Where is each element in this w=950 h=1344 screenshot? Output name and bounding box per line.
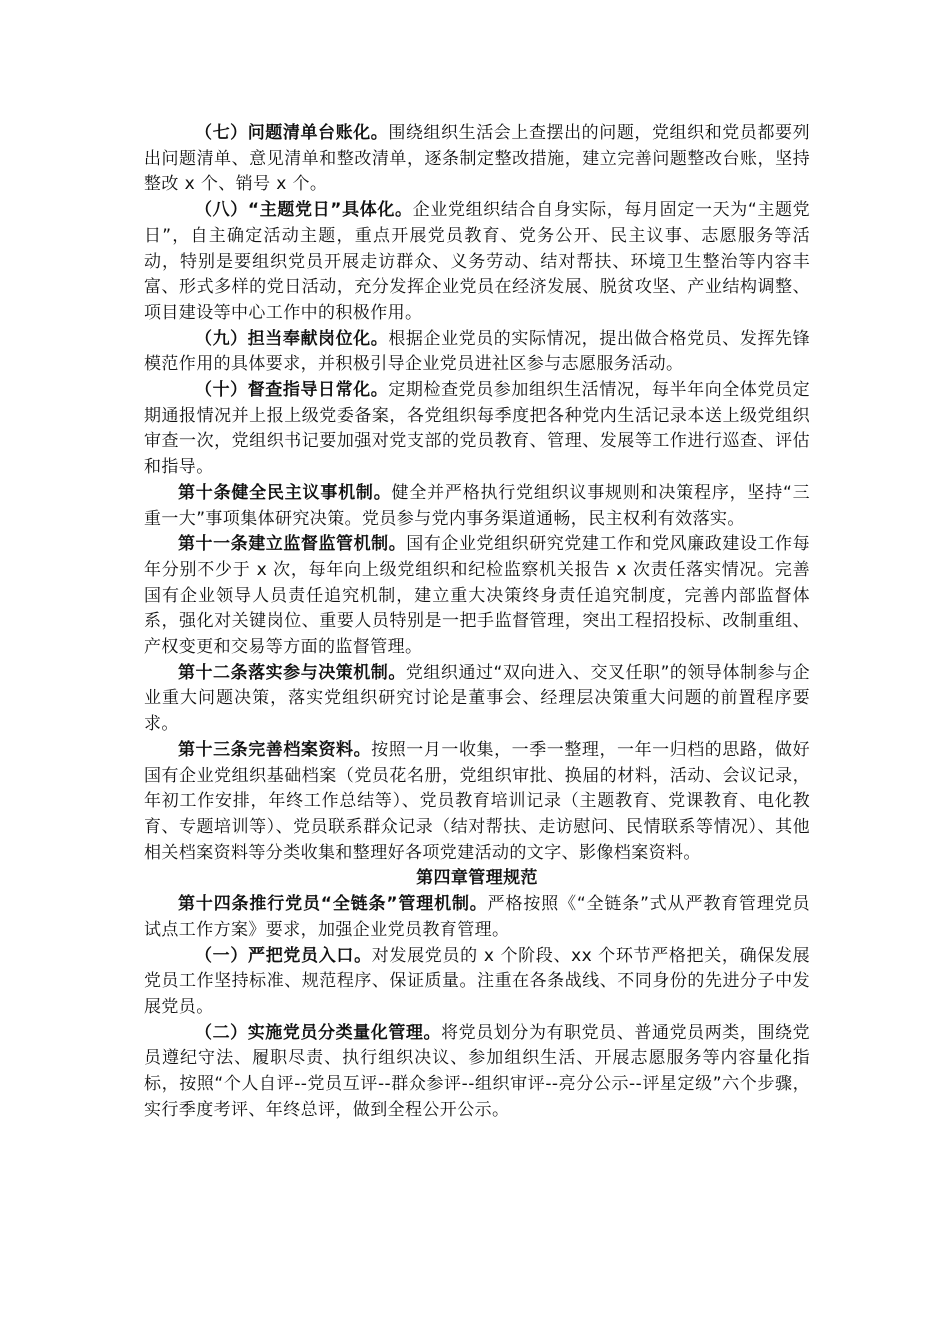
paragraph-9 <box>144 327 810 378</box>
paragraph-text: 企业党组织结合自身实际，每月固定一天为“主题党日”，自主确定活动主题，重点开展党员教育、党务公开、民主议事、志愿服务等活动，特别是要组织党员开展走访群众、义务劳动、结对帮扶、环境卫生整治等内容丰富、形式多样的党日活动，充分发挥企业党员在经济发展、脱贫攻坚、产业结构调整、项目建设等中心工作中的积极作用。 <box>144 200 810 323</box>
paragraph-2 <box>144 1021 810 1124</box>
article-text: 严格按照《“全链条”式从严教育管理党员试点工作方案》要求，加强企业党员教育管理。 <box>144 894 811 940</box>
paragraph-7 <box>144 121 810 198</box>
paragraph-text: 将党员划分为有职党员、普通党员两类，围绕党员遵纪守法、履职尽责、执行组织决议、参加组织生活、开展志愿服务等内容量化指标，按照“个人自评--党员互评--群众参评--组织审评--亮分公示--评星定级”六个步骤，实行季度考评、年终总评，做到全程公开公示。 <box>144 1022 810 1120</box>
article-13 <box>144 738 810 867</box>
paragraph-text: 对发展党员的 x 个阶段、xx 个环节严格把关，确保发展党员工作坚持标准、规范程序、保证质量。注重在各条战线、不同身份的先进分子中发展党员。 <box>144 945 811 1017</box>
paragraph-10 <box>144 378 810 481</box>
article-lead: 第十四条推行党员“全链条”管理机制。 <box>178 894 488 915</box>
paragraph-text: 根据企业党员的实际情况，提出做合格党员、发挥先锋模范作用的具体要求，并积极引导企业党员进社区参与志愿服务活动。 <box>144 328 810 375</box>
article-lead: 第十二条落实参与决策机制。 <box>178 662 406 683</box>
paragraph-lead: （十）督查指导日常化。 <box>195 380 389 401</box>
article-text: 按照一月一收集，一季一整理，一年一归档的思路，做好国有企业党组织基础档案（党员花名册，党组织审批、换届的材料，活动、会议记录，年初工作安排，年终工作总结等）、党员教育培训记录（主题教育、党课教育、电化教育、专题培训等）、党员联系群众记录（结对帮扶、走访慰问、民情联系等情况）、其他相关档案资料等分类收集和整理好各项党建活动的文字、影像档案资料。 <box>144 739 811 863</box>
article-text: 党组织通过“双向进入、交叉任职”的领导体制参与企业重大问题决策，落实党组织研究讨论是董事会、经理层决策重大问题的前置程序要求。 <box>144 662 810 735</box>
article-14 <box>144 892 810 943</box>
paragraph-lead: （七）问题清单台账化。 <box>195 123 389 143</box>
document-page <box>144 121 810 1123</box>
article-text: 健全并严格执行党组织议事规则和决策程序，坚持“三重一大”事项集体研究决策。党员参与党内事务渠道通畅，民主权利有效落实。 <box>144 482 810 529</box>
paragraph-lead: （九）担当奉献岗位化。 <box>195 328 389 349</box>
paragraph-text: 定期检查党员参加组织生活情况，每半年向全体党员定期通报情况并上报上级党委备案，各党组织每季度把各种党内生活记录本送上级党组织审查一次，党组织书记要加强对党支部的党员教育、管理、发展等工作进行巡查、评估和指导。 <box>144 380 810 478</box>
paragraph-lead: （八）“主题党日”具体化。 <box>195 200 413 221</box>
paragraph-text: 围绕组织生活会上查摆出的问题，党组织和党员都要列出问题清单、意见清单和整改清单，逐条制定整改措施，建立完善问题整改台账，坚持整改 x 个、销号 x 个。 <box>144 123 810 195</box>
paragraph-lead: （二）实施党员分类量化管理。 <box>195 1022 442 1043</box>
article-11 <box>144 532 810 661</box>
article-text: 国有企业党组织研究党建工作和党风廉政建设工作每年分别不少于 x 次，每年向上级党组织和纪检监察机关报告 x 次责任落实情况。完善国有企业领导人员责任追究机制，建立重大决策终身责任追究制度，完善内部监督体系，强化对关键岗位、重要人员特别是一把手监督管理，突出工程招投标、改制重组、产权变更和交易等方面的监督管理。 <box>144 534 810 658</box>
article-10 <box>144 481 810 532</box>
article-12 <box>144 661 810 738</box>
chapter-title: 第四章管理规范 <box>416 868 538 889</box>
paragraph-1 <box>144 944 810 1021</box>
article-lead: 第十一条建立监督监管机制。 <box>178 534 407 555</box>
article-lead: 第十条健全民主议事机制。 <box>178 482 392 503</box>
paragraph-lead: （一）严把党员入口。 <box>195 945 372 966</box>
article-lead: 第十三条完善档案资料。 <box>178 739 372 760</box>
paragraph-8 <box>144 198 810 327</box>
